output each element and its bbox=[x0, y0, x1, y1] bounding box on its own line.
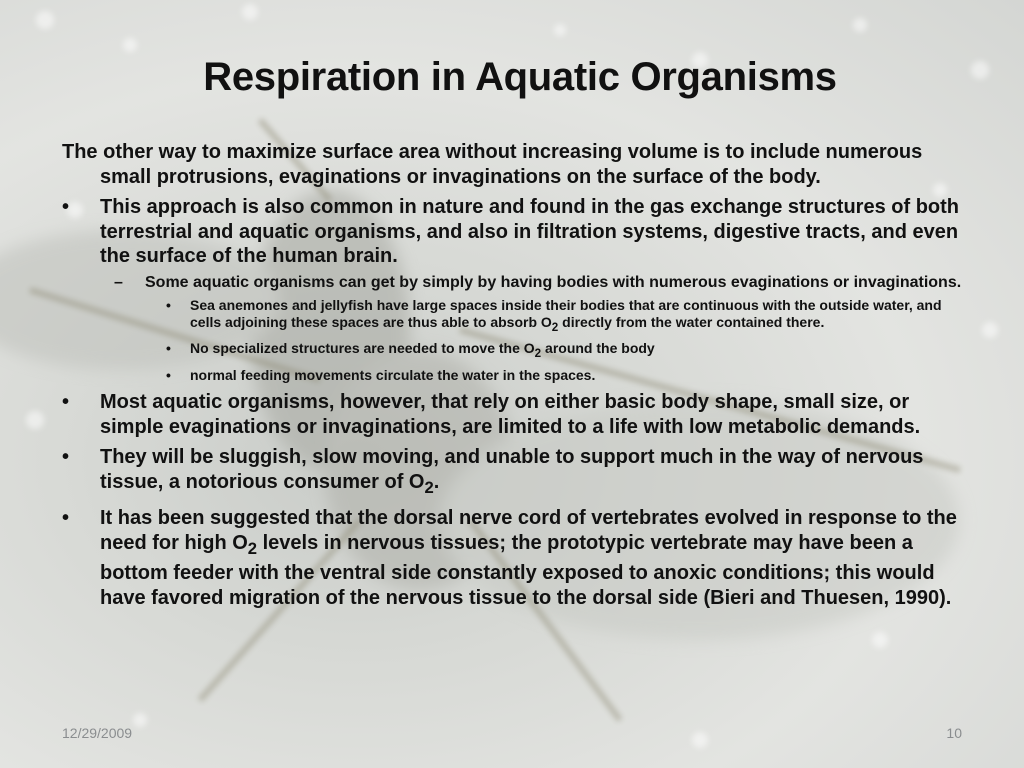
sub-sub-bullet-text bbox=[190, 340, 655, 361]
text-segment: Sea anemones and jellyfish have large spaces inside their bodies that are continuous with the outside water, and cells adjoining these spaces are thus able to absorb O bbox=[190, 296, 942, 330]
slide-number: 10 bbox=[946, 725, 962, 741]
text-segment: around the body bbox=[541, 340, 655, 357]
sub-sub-bullet-item bbox=[62, 340, 967, 362]
sub-bullet-text: Some aquatic organisms can get by simply by having bodies with numerous evaginations or invaginations. bbox=[145, 273, 962, 291]
bullet-text: This approach is also common in nature and found in the gas exchange structures of both terrestrial and aquatic organisms, and also in filtration systems, digestive tracts, and even the surface of the human brain. bbox=[100, 196, 960, 267]
subscript: 2 bbox=[247, 538, 258, 558]
bullet-item bbox=[62, 506, 967, 610]
subscript: 2 bbox=[424, 477, 434, 497]
bullet-icon: • bbox=[166, 366, 171, 383]
sub-sub-bullet-text bbox=[190, 296, 942, 334]
sub-sub-bullet-item bbox=[62, 297, 967, 337]
subscript: 2 bbox=[551, 320, 559, 334]
text-segment: No specialized structures are needed to move the O bbox=[190, 340, 535, 357]
bullet-icon: • bbox=[62, 391, 70, 414]
text-segment: levels in nervous tissues; the prototypic vertebrate may have been a bottom feeder with the ventral side constantly exposed to anoxic conditions; this would have favored migration of the nervous tissue to the dorsal side (Bieri and Thuesen, 1990). bbox=[100, 531, 952, 609]
bullet-item bbox=[62, 445, 967, 500]
bullet-icon: • bbox=[166, 340, 171, 357]
footer-date: 12/29/2009 bbox=[62, 725, 133, 741]
bullet-icon: • bbox=[62, 446, 70, 469]
bullet-item bbox=[62, 390, 967, 439]
sub-sub-bullet-text: normal feeding movements circulate the water in the spaces. bbox=[190, 366, 596, 383]
slide-body bbox=[62, 140, 967, 610]
text-segment: They will be sluggish, slow moving, and unable to support much in the way of nervous tissue, a notorious consumer of O bbox=[100, 446, 924, 493]
subscript: 2 bbox=[534, 347, 542, 361]
sub-sub-bullet-item bbox=[62, 367, 967, 385]
bullet-icon: • bbox=[62, 196, 70, 218]
bullet-item bbox=[62, 195, 967, 269]
text-segment: directly from the water contained there. bbox=[558, 314, 825, 330]
intro-paragraph: The other way to maximize surface area without increasing volume is to include numerous small protrusions, evaginations or invaginations on the surface of the body. bbox=[62, 141, 923, 188]
bullet-icon: • bbox=[62, 507, 70, 530]
bullet-text bbox=[100, 446, 924, 497]
bullet-text: Most aquatic organisms, however, that rely on either basic body shape, small size, or simple evaginations or invaginations, are limited to a life with low metabolic demands. bbox=[100, 391, 921, 438]
bullet-text bbox=[100, 507, 957, 609]
bullet-icon: • bbox=[166, 296, 171, 313]
text-segment: It has been suggested that the dorsal nerve cord of vertebrates evolved in response to the need for high O bbox=[100, 507, 957, 554]
dash-icon: – bbox=[114, 273, 123, 291]
sub-bullet-item bbox=[62, 273, 967, 293]
text-segment: . bbox=[433, 470, 440, 493]
slide-title: Respiration in Aquatic Organisms bbox=[203, 55, 837, 99]
